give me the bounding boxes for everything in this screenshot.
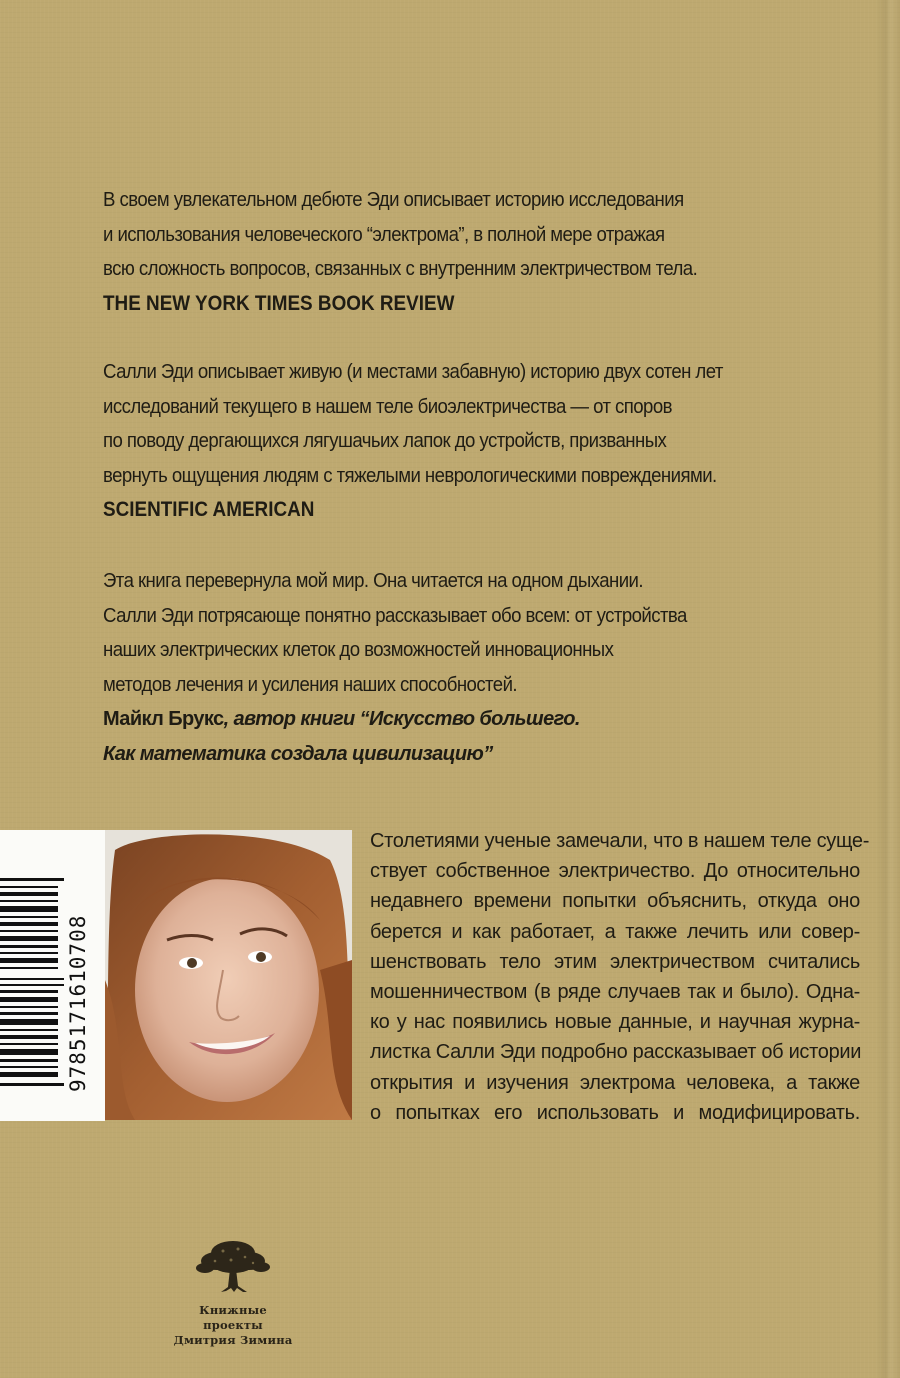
author-photo <box>105 830 352 1120</box>
tree-icon <box>193 1235 273 1295</box>
book-description <box>370 826 870 1128</box>
review-text-line: Салли Эди потрясающе понятно рассказывает обо всем: от устройства <box>103 604 687 627</box>
reviewer-role: , автор книги “Искусство большего. <box>223 708 580 730</box>
review-text-line: всю сложность вопросов, связанных с внутренним электричеством тела. <box>103 258 698 280</box>
description-line: шенствовать тело этим электричеством считались <box>370 950 860 973</box>
publisher-name-line-1: Книжные проекты <box>199 1303 267 1332</box>
review-michael-brooks <box>103 564 843 771</box>
description-line: о попытках его использовать и модифицировать. <box>370 1101 860 1124</box>
description-line: недавнего времени попытки объяснить, откуда оно <box>370 890 860 913</box>
review-nyt <box>103 183 843 321</box>
publisher-name-line-2: Дмитрия Зимина <box>173 1333 293 1347</box>
description-line: листка Салли Эди подробно рассказывает об истории <box>370 1041 862 1064</box>
description-line: открытия и изучения электрома человека, а также <box>370 1071 860 1094</box>
review-scientific-american <box>103 355 843 528</box>
spine-edge <box>876 0 900 1378</box>
publisher-name <box>168 1303 298 1348</box>
author-portrait-image <box>105 830 352 1120</box>
review-attribution-cont <box>103 737 843 772</box>
description-line: мошенничеством (в ряде случаев так и было). Одна- <box>370 981 860 1004</box>
review-text-line: Салли Эди описывает живую (и местами забавную) историю двух сотен лет <box>103 361 723 383</box>
description-line: ствует собственное электричество. До относительно <box>370 860 860 883</box>
review-source: THE NEW YORK TIMES BOOK REVIEW <box>103 291 455 315</box>
review-source: SCIENTIFIC AMERICAN <box>103 498 315 521</box>
review-text-line: исследований текущего в нашем теле биоэлектричества — от споров <box>103 395 672 418</box>
barcode-icon <box>0 878 64 1088</box>
reviewer-name: Майкл Брукс <box>103 708 224 730</box>
review-text-line: по поводу дергающихся лягушачьих лапок до устройств, призванных <box>103 430 667 452</box>
review-text-line: наших электрических клеток до возможностей инновационных <box>103 639 614 661</box>
review-text-line: методов лечения и усиления наших способностей. <box>103 673 518 696</box>
review-attribution <box>103 702 843 737</box>
description-line: Столетиями ученые замечали, что в нашем теле суще- <box>370 830 870 852</box>
description-line: берется и как работает, а также лечить или совер- <box>370 920 860 943</box>
review-text-line: и использования человеческого “электрома”, в полной мере отражая <box>103 223 665 246</box>
review-text-line: вернуть ощущения людям с тяжелыми неврологическими повреждениями. <box>103 464 717 487</box>
review-text-line: Эта книга перевернула мой мир. Она читается на одном дыхании. <box>103 570 643 592</box>
description-line: ко у нас появились новые данные, и научная журна- <box>370 1011 860 1034</box>
reviewer-book-title: Как математика создала цивилизацию” <box>103 742 493 765</box>
publisher-logo <box>168 1235 298 1348</box>
review-text-line: В своем увлекательном дебюте Эди описывает историю исследования <box>103 189 684 211</box>
isbn-number: 9785171610708 <box>66 914 90 1092</box>
barcode-panel <box>0 830 105 1121</box>
